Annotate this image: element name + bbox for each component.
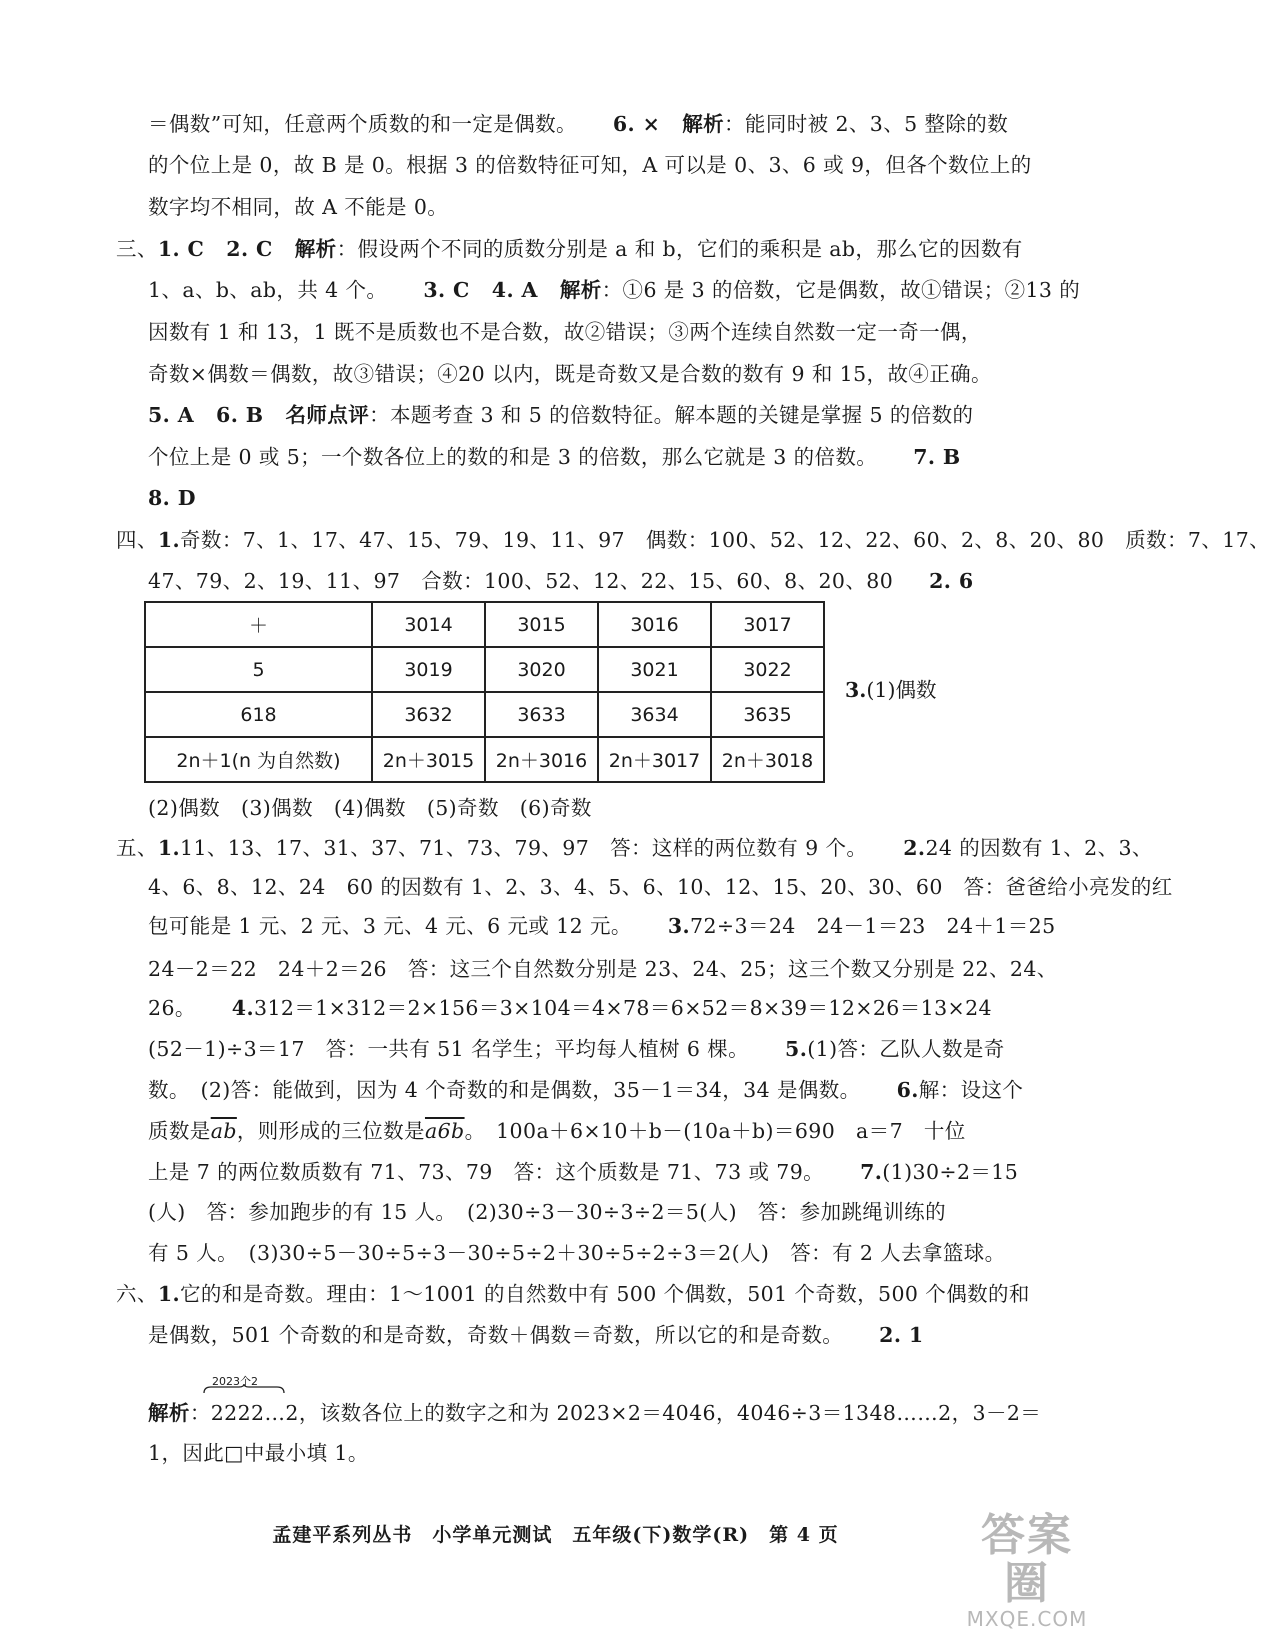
text-line: (2)偶数 (3)偶数 (4)偶数 (5)奇数 (6)奇数 bbox=[148, 796, 592, 820]
table-cell: 3017 bbox=[711, 602, 824, 647]
text-line: 24－2＝22 24＋2＝26 答：这三个自然数分别是 23、24、25；这三个数又分别是 22、24、 bbox=[148, 957, 1058, 981]
watermark-logo: 答案圈 bbox=[981, 1510, 1073, 1609]
text-line: 4、6、8、12、24 60 的因数有 1、2、3、4、5、6、10、12、15、20、30、60 答：爸爸给小亮发的红 bbox=[148, 875, 1173, 899]
text-line: 因数有 1 和 13，1 既不是质数也不是合数，故②错误；③两个连续自然数一定一奇一偶， bbox=[148, 320, 982, 344]
section-4-line: 四、1.奇数：7、1、17、47、15、79、19、11、97 偶数：100、52、12、22、60、2、8、20、80 质数：7、17、 bbox=[116, 528, 1270, 552]
text-line: ＝偶数”可知，任意两个质数的和一定是偶数。 6. × 解析：能同时被 2、3、5 整除的数 bbox=[148, 112, 1009, 136]
section-5-line: 五、1.11、13、17、31、37、71、73、79、97 答：这样的两位数有 9 个。 2.24 的因数有 1、2、3、 bbox=[116, 836, 1153, 860]
text-line: 26。 4.312＝1×312＝2×156＝3×104＝4×78＝6×52＝8×39＝12×26＝13×24 bbox=[148, 996, 992, 1020]
text-line: 个位上是 0 或 5；一个数各位上的数的和是 3 的倍数，那么它就是 3 的倍数。 7. B bbox=[148, 445, 961, 469]
section-6-line: 六、1.它的和是奇数。理由：1～1001 的自然数中有 500 个偶数，501 个奇数，500 个偶数的和 bbox=[116, 1282, 1030, 1306]
table-cell: 618 bbox=[145, 692, 372, 737]
table-cell: 3635 bbox=[711, 692, 824, 737]
text-line: (52－1)÷3＝17 答：一共有 51 名学生；平均每人植树 6 棵。 5.(1)答：乙队人数是奇 bbox=[148, 1037, 1005, 1061]
text-line: 1、a、b、ab，共 4 个。 3. C 4. A 解析：①6 是 3 的倍数，它是偶数，故①错误；②13 的 bbox=[148, 278, 1081, 302]
table-row bbox=[145, 647, 824, 692]
section-heading: 五、 bbox=[116, 836, 158, 860]
section-heading: 三、 bbox=[116, 237, 158, 261]
section-heading: 六、 bbox=[116, 1282, 158, 1306]
text-line: 的个位上是 0，故 B 是 0。根据 3 的倍数特征可知，A 可以是 0、3、6 或 9，但各个数位上的 bbox=[148, 153, 1032, 177]
table-cell: 2n＋3015 bbox=[372, 737, 485, 782]
table-cell: 3014 bbox=[372, 602, 485, 647]
table-row bbox=[145, 602, 824, 647]
table-row bbox=[145, 737, 824, 782]
text-line: 是偶数，501 个奇数的和是奇数，奇数＋偶数＝奇数，所以它的和是奇数。 2. 1 bbox=[148, 1323, 924, 1347]
table-cell: 3021 bbox=[598, 647, 711, 692]
text-line: 8. D bbox=[148, 486, 196, 510]
text-line: 数字均不相同，故 A 不能是 0。 bbox=[148, 195, 449, 219]
text-line: 有 5 人。 (3)30÷5－30÷5÷3－30÷5÷2＋30÷5÷2÷3＝2(人) 答：有 2 人去拿篮球。 bbox=[148, 1241, 1006, 1265]
table-cell: ＋ bbox=[145, 602, 372, 647]
table-cell: 3633 bbox=[485, 692, 598, 737]
text-line: 数。 (2)答：能做到，因为 4 个奇数的和是偶数，35－1＝34，34 是偶数。 6.解：设这个 bbox=[148, 1078, 1024, 1102]
table-cell: 3020 bbox=[485, 647, 598, 692]
table-cell: 2n＋3018 bbox=[711, 737, 824, 782]
text-line: 奇数×偶数＝偶数，故③错误；④20 以内，既是奇数又是合数的数有 9 和 15，故④正确。 bbox=[148, 362, 992, 386]
watermark bbox=[963, 1510, 1091, 1631]
text-line: 解析：2222…2，该数各位上的数字之和为 2023×2＝4046，4046÷3＝1348……2，3－2＝ bbox=[148, 1401, 1042, 1425]
sum-table bbox=[144, 601, 825, 783]
text-line: 5. A 6. B 名师点评：本题考查 3 和 5 的倍数特征。解本题的关键是掌握 5 的倍数的 bbox=[148, 403, 974, 427]
table-cell: 3019 bbox=[372, 647, 485, 692]
table-cell: 3015 bbox=[485, 602, 598, 647]
table-cell: 3634 bbox=[598, 692, 711, 737]
text-line: 上是 7 的两位数质数有 71、73、79 答：这个质数是 71、73 或 79。 7.(1)30÷2＝15 bbox=[148, 1160, 1019, 1184]
table-cell: 2n＋3016 bbox=[485, 737, 598, 782]
table-cell: 5 bbox=[145, 647, 372, 692]
table-row bbox=[145, 692, 824, 737]
page-footer: 孟建平系列丛书 小学单元测试 五年级(下)数学(R) 第 4 页 bbox=[272, 1524, 839, 1546]
section-heading: 四、 bbox=[116, 528, 158, 552]
text-line: (人) 答：参加跑步的有 15 人。 (2)30÷3－30÷3÷2＝5(人) 答：参加跳绳训练的 bbox=[148, 1200, 946, 1224]
table-cell: 3632 bbox=[372, 692, 485, 737]
text-line: 包可能是 1 元、2 元、3 元、4 元、6 元或 12 元。 3.72÷3＝24 24－1＝23 24＋1＝25 bbox=[148, 914, 1056, 938]
text-line: 质数是$\overline{ab}$，则形成的三位数是a6b。 100a＋6×10＋b－(10a＋b)＝690 a＝7 十位 bbox=[148, 1119, 966, 1143]
table-cell: 2n＋3017 bbox=[598, 737, 711, 782]
text-line: 47、79、2、19、11、97 合数：100、52、12、22、15、60、8、20、80 2. 6 bbox=[148, 569, 974, 593]
table-cell: 3016 bbox=[598, 602, 711, 647]
side-answer: 3.(1)偶数 bbox=[845, 678, 937, 702]
section-3-line: 三、1. C 2. C 解析：假设两个不同的质数分别是 a 和 b，它们的乘积是 ab，那么它的因数有 bbox=[116, 237, 1023, 261]
table-cell: 2n＋1(n 为自然数) bbox=[145, 737, 372, 782]
table-cell: 3022 bbox=[711, 647, 824, 692]
brace-label: 2023个2 bbox=[212, 1375, 258, 1388]
watermark-url: MXQE.COM bbox=[966, 1607, 1088, 1631]
text-line: 1，因此□中最小填 1。 bbox=[148, 1441, 369, 1465]
